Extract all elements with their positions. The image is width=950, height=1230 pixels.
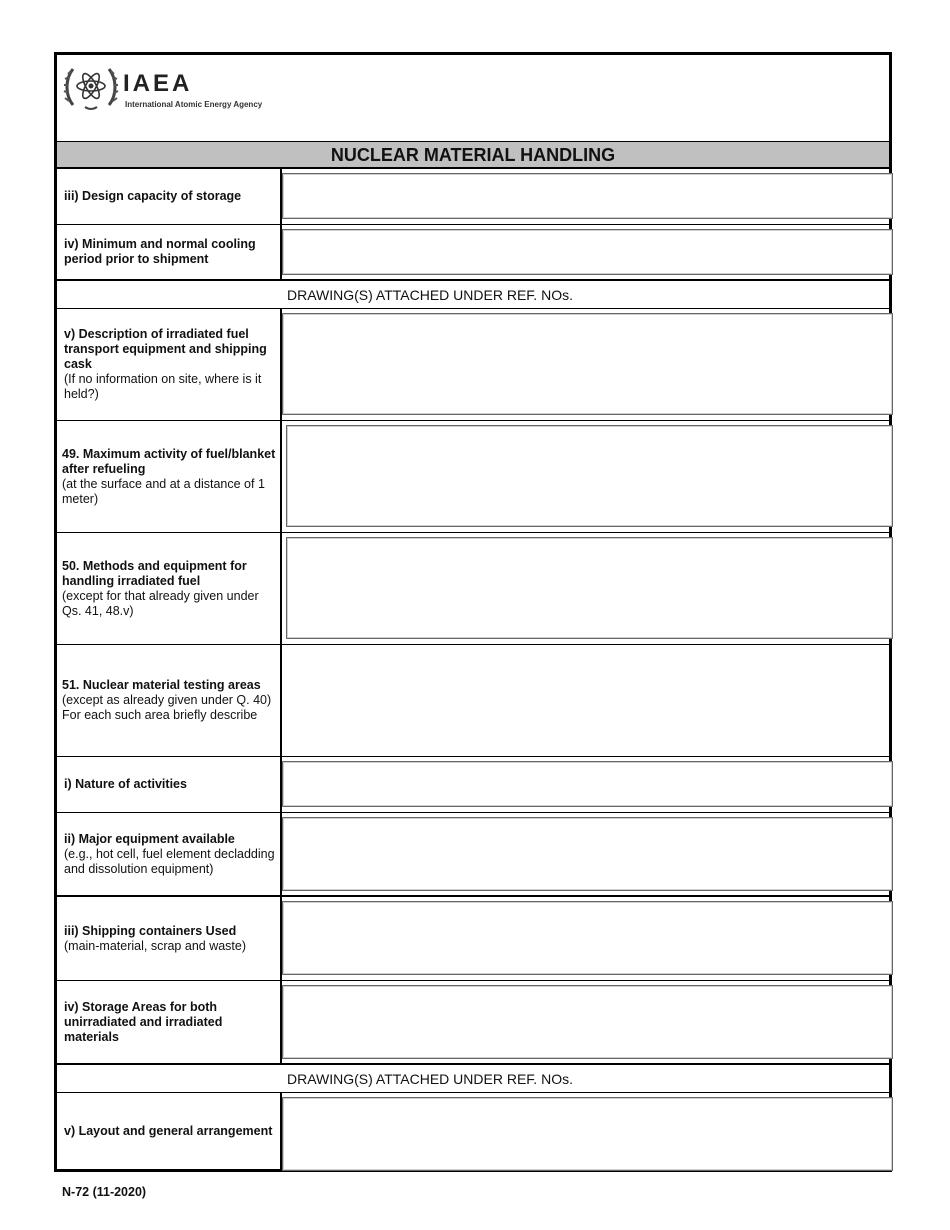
label-title: i) Nature of activities	[64, 777, 187, 791]
nature-of-activities-field[interactable]	[282, 761, 893, 807]
label-note: (main-material, scrap and waste)	[64, 938, 247, 953]
label-title: ii) Major equipment available	[64, 831, 235, 846]
label-note: (except for that already given under Qs. 41, 48.v)	[62, 588, 259, 618]
label-title: 51. Nuclear material testing areas	[62, 678, 261, 692]
column-divider	[280, 533, 282, 644]
form-code: N-72 (11-2020)	[62, 1185, 147, 1199]
label-title: iv) Minimum and normal cooling period prior to shipment	[64, 237, 256, 266]
label-note: (If no information on site, where is it held?)	[64, 372, 262, 401]
row-handling-methods	[57, 533, 889, 645]
label-title: iii) Shipping containers Used	[64, 923, 237, 938]
row-maximum-activity	[57, 421, 889, 533]
row-label	[57, 169, 280, 224]
row-transport-description	[57, 309, 889, 421]
label-note: (except as already given under Q. 40) For each such area briefly describe	[62, 693, 272, 722]
row-storage-areas	[57, 981, 889, 1065]
row-testing-areas	[57, 645, 889, 757]
transport-description-field[interactable]	[282, 313, 893, 415]
label-note: (e.g., hot cell, fuel element decladding and dissolution equipment)	[64, 846, 275, 876]
label-title: v) Layout and general arrangement	[64, 1123, 273, 1138]
form-title: NUCLEAR MATERIAL HANDLING	[57, 141, 889, 169]
logo-subtitle: International Atomic Energy Agency	[125, 100, 263, 109]
handling-methods-field[interactable]	[286, 537, 893, 639]
row-major-equipment	[57, 813, 889, 897]
drawing-reference-text: DRAWING(S) ATTACHED UNDER REF. NOs.	[287, 1071, 573, 1087]
row-label	[57, 813, 280, 895]
row-label	[57, 225, 280, 279]
row-nature-of-activities	[57, 757, 889, 813]
label-title: 50. Methods and equipment for handling irradiated fuel	[62, 558, 247, 588]
row-label	[57, 533, 280, 644]
iaea-emblem-icon	[63, 61, 119, 113]
column-divider	[280, 645, 282, 756]
row-label	[57, 757, 280, 812]
storage-areas-field[interactable]	[282, 985, 893, 1059]
row-label	[57, 645, 280, 756]
label-title: v) Description of irradiated fuel transport equipment and shipping cask	[64, 327, 267, 371]
label-note: (at the surface and at a distance of 1 meter)	[62, 476, 265, 506]
row-label	[57, 421, 280, 532]
layout-arrangement-field[interactable]	[282, 1097, 893, 1171]
label-title: iv) Storage Areas for both unirradiated and irradiated materials	[64, 999, 223, 1044]
shipping-containers-field[interactable]	[282, 901, 893, 975]
row-label	[57, 981, 280, 1063]
form-frame	[54, 52, 892, 1172]
column-divider	[280, 421, 282, 532]
row-shipping-containers	[57, 897, 889, 981]
major-equipment-field[interactable]	[282, 817, 893, 891]
drawing-reference-row	[57, 1065, 889, 1093]
row-label	[57, 309, 280, 420]
maximum-activity-field[interactable]	[286, 425, 893, 527]
logo-area	[57, 55, 889, 141]
row-layout-arrangement	[57, 1093, 889, 1169]
row-label	[57, 1093, 280, 1169]
logo-acronym: IAEA	[123, 70, 193, 97]
design-capacity-field[interactable]	[282, 173, 893, 219]
drawing-reference-text: DRAWING(S) ATTACHED UNDER REF. NOs.	[287, 287, 573, 303]
row-design-capacity	[57, 169, 889, 225]
label-title: iii) Design capacity of storage	[64, 189, 242, 203]
drawing-reference-row	[57, 281, 889, 309]
row-cooling-period	[57, 225, 889, 281]
cooling-period-field[interactable]	[282, 229, 893, 275]
label-title: 49. Maximum activity of fuel/blanket after refueling	[62, 446, 276, 476]
row-label	[57, 897, 280, 980]
